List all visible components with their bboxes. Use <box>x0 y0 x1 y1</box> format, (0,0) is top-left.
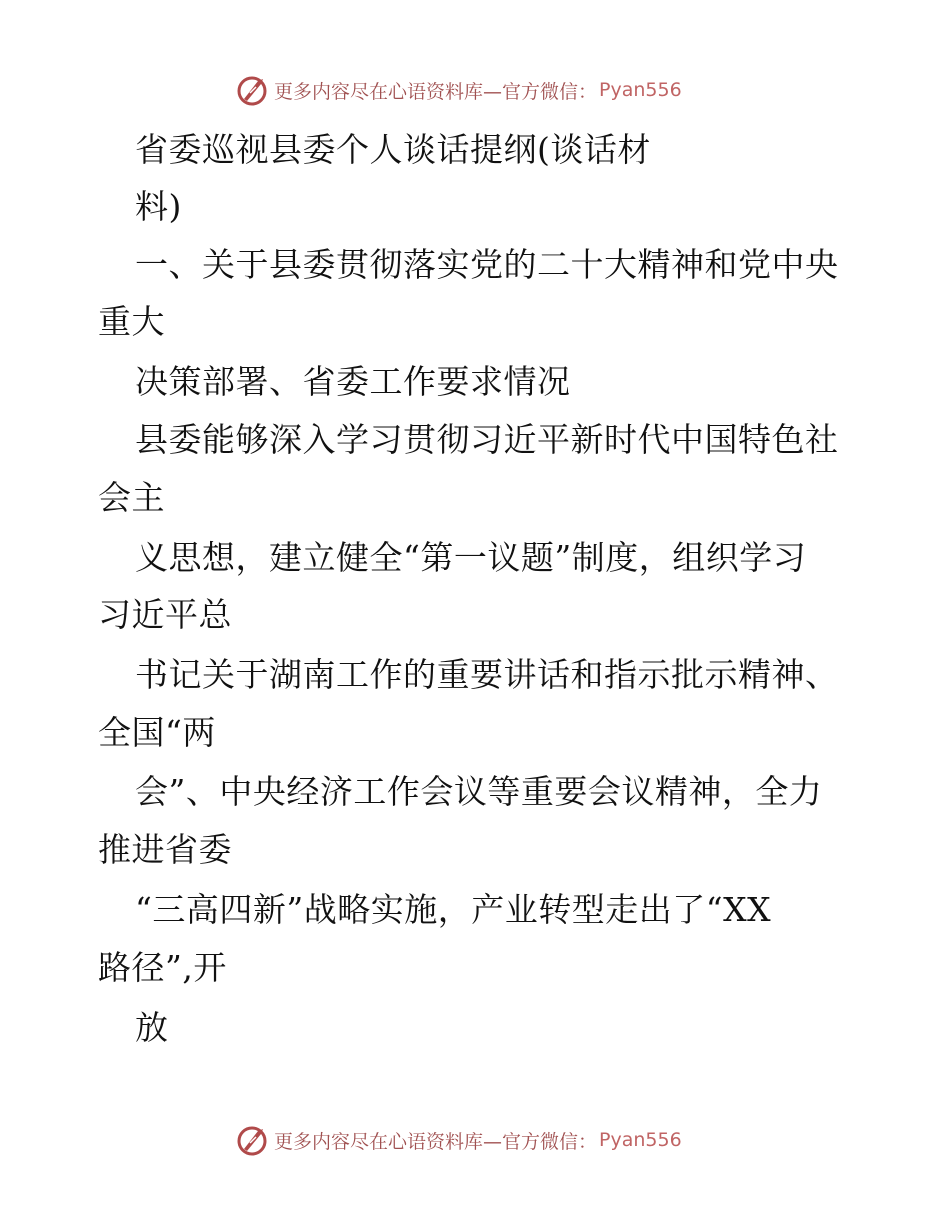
watermark-banner-bottom <box>236 1122 682 1158</box>
body-line: 会”、中央经济工作会议等重要会议精神，全力 <box>135 772 823 811</box>
body-line: 重大 <box>98 302 165 341</box>
body-line: 一、关于县委贯彻落实党的二十大精神和党中央 <box>135 245 839 284</box>
watermark-text: 更多内容尽在心语资料库—官方微信： <box>274 80 598 103</box>
quill-pen-logo-icon <box>236 73 270 107</box>
body-line: 会主 <box>98 478 165 517</box>
body-line: 决策部署、省委工作要求情况 <box>135 362 571 401</box>
body-line: 放 <box>135 1008 169 1047</box>
watermark-wechat-id: Pyan556 <box>599 79 682 101</box>
body-line: “三高四新”战略实施，产业转型走出了“XX <box>135 890 772 929</box>
watermark-text: 更多内容尽在心语资料库—官方微信： <box>274 1130 598 1153</box>
document-title-line-2: 料) <box>135 187 182 226</box>
body-line: 书记关于湖南工作的重要讲话和指示批示精神、 <box>135 655 839 694</box>
watermark-wechat-id: Pyan556 <box>599 1129 682 1151</box>
body-line: 推进省委 <box>98 830 232 869</box>
quill-pen-logo-icon <box>236 1123 270 1157</box>
body-line: 习近平总 <box>98 595 232 634</box>
body-line: 义思想，建立健全“第一议题”制度，组织学习 <box>135 538 807 577</box>
watermark-banner-top <box>236 72 682 108</box>
body-line: 路径”,开 <box>98 948 227 987</box>
document-title-line-1: 省委巡视县委个人谈话提纲(谈话材 <box>135 130 651 169</box>
body-line: 全国“两 <box>98 713 216 752</box>
body-line: 县委能够深入学习贯彻习近平新时代中国特色社 <box>135 420 839 459</box>
